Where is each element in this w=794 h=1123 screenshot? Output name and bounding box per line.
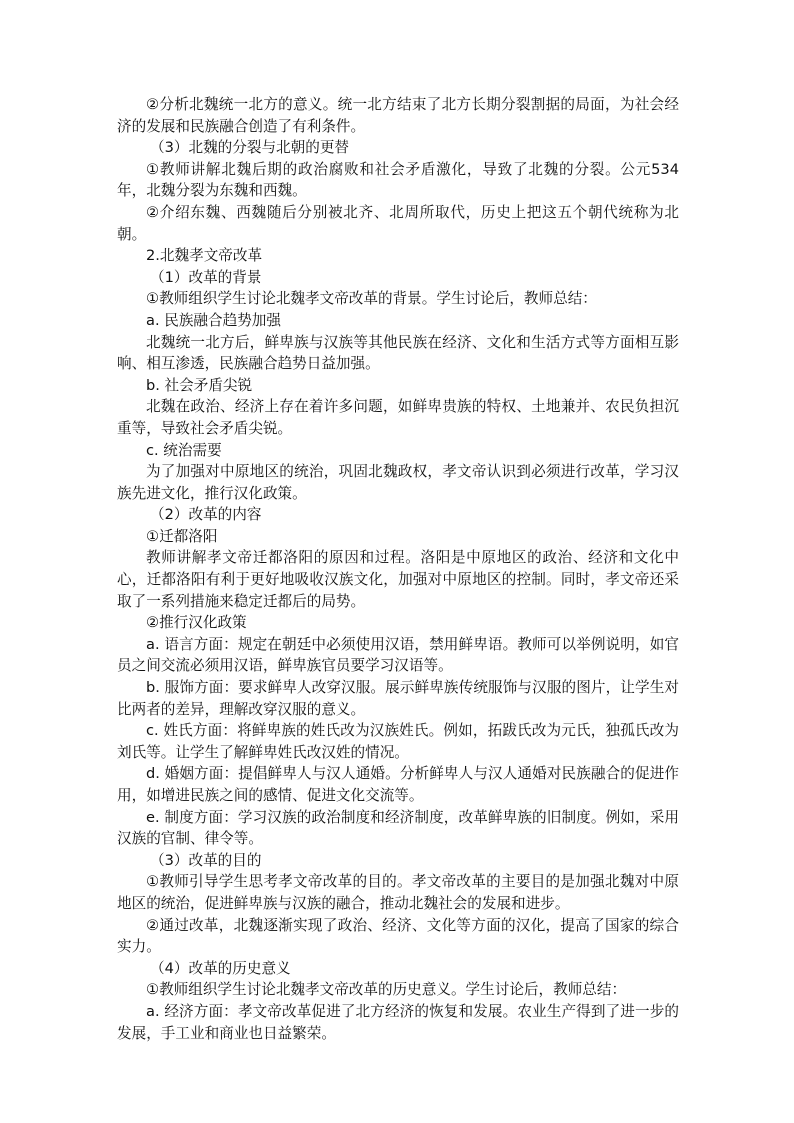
subheading-split-and-succession: （3）北魏的分裂与北朝的更替 [150, 139, 350, 157]
paragraph-economic-significance: a. 经济方面：孝文帝改革促进了北方经济的恢复和发展。农业生产得到了进一步的发展，手工业和商业也日益繁荣。 [117, 1002, 679, 1042]
paragraph-surname-policy: c. 姓氏方面：将鲜卑族的姓氏改为汉族姓氏。例如，拓跋氏改为元氏，独孤氏改为刘氏等。让学生了解鲜卑姓氏改汉姓的情况。 [117, 722, 679, 761]
paragraph-social-conflict: 北魏在政治、经济上存在着许多问题，如鲜卑贵族的特权、土地兼并、农民负担沉重等，导致社会矛盾尖锐。 [117, 398, 679, 437]
item-social-conflict-title: b. 社会矛盾尖锐 [146, 376, 253, 394]
paragraph-northern-wei-split: ①教师讲解北魏后期的政治腐败和社会矛盾激化，导致了北魏的分裂。公元534 年，北魏分裂为东魏和西魏。 [117, 160, 679, 200]
paragraph-unification-significance: ②分析北魏统一北方的意义。统一北方结束了北方长期分裂割据的局面，为社会经济的发展和民族融合创造了有利条件。 [117, 96, 679, 135]
paragraph-language-policy: a. 语言方面：规定在朝廷中必须使用汉语，禁用鲜卑语。教师可以举例说明，如官员之间交流必须用汉语，鲜卑族官员要学习汉语等。 [117, 635, 679, 675]
section-heading-xiaowen-reform: 2.北魏孝文帝改革 [146, 247, 263, 265]
paragraph-purpose-discussion: ①教师引导学生思考孝文帝改革的目的。孝文帝改革的主要目的是加强北魏对中原地区的统治，促进鲜卑族与汉族的融合，推动北魏社会的发展和进步。 [117, 873, 679, 912]
paragraph-clothing-policy: b. 服饰方面：要求鲜卑人改穿汉服。展示鲜卑族传统服饰与汉服的图片，让学生对比两者的差异，理解改穿汉服的意义。 [117, 679, 679, 718]
item-governance-need-title: c. 统治需要 [146, 441, 222, 459]
paragraph-marriage-policy: d. 婚姻方面：提倡鲜卑人与汉人通婚。分析鲜卑人与汉人通婚对民族融合的促进作用，如增进民族之间的感情、促进文化交流等。 [117, 765, 679, 804]
item-sinicization-title: ②推行汉化政策 [146, 614, 247, 632]
paragraph-northern-dynasties: ②介绍东魏、西魏随后分别被北齐、北周所取代，历史上把这五个朝代统称为北朝。 [117, 203, 679, 243]
paragraph-purpose-result: ②通过改革，北魏逐渐实现了政治、经济、文化等方面的汉化，提高了国家的综合实力。 [117, 916, 679, 956]
paragraph-governance-need: 为了加强对中原地区的统治，巩固北魏政权，孝文帝认识到必须进行改革，学习汉族先进文化，推行汉化政策。 [117, 463, 679, 502]
paragraph-institution-policy: e. 制度方面：学习汉族的政治制度和经济制度，改革鲜卑族的旧制度。例如，采用汉族的官制、律令等。 [117, 808, 679, 848]
subheading-reform-background: （1）改革的背景 [150, 268, 262, 286]
item-move-capital-title: ①迁都洛阳 [146, 527, 218, 545]
subheading-reform-purpose: （3）改革的目的 [150, 851, 262, 869]
document-page [117, 94, 679, 1044]
paragraph-background-discussion: ①教师组织学生讨论北魏孝文帝改革的背景。学生讨论后，教师总结： [146, 290, 597, 308]
subheading-historical-significance: （4）改革的历史意义 [150, 959, 291, 977]
paragraph-move-capital: 教师讲解孝文帝迁都洛阳的原因和过程。洛阳是中原地区的政治、经济和文化中心，迁都洛阳有利于更好地吸收汉族文化，加强对中原地区的控制。同时，孝文帝还采取了一系列措施来稳定迁都后的局势。 [117, 549, 679, 610]
item-ethnic-fusion-title: a. 民族融合趋势加强 [146, 311, 281, 329]
paragraph-significance-discussion: ①教师组织学生讨论北魏孝文帝改革的历史意义。学生讨论后，教师总结： [146, 981, 627, 999]
subheading-reform-content: （2）改革的内容 [150, 506, 262, 524]
paragraph-ethnic-fusion: 北魏统一北方后，鲜卑族与汉族等其他民族在经济、文化和生活方式等方面相互影响、相互渗透，民族融合趋势日益加强。 [117, 333, 679, 373]
